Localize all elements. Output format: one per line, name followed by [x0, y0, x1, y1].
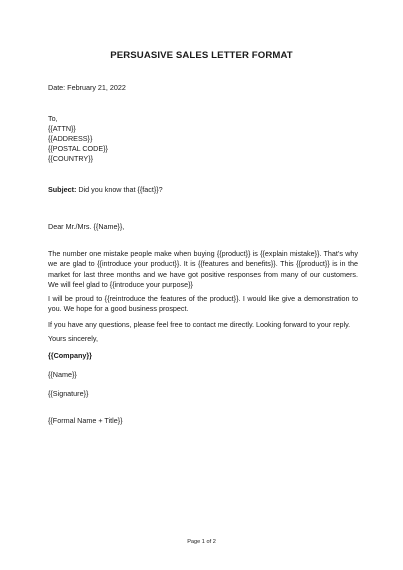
subject-line [48, 185, 163, 195]
body-paragraph-3: If you have any questions, please feel free to contact me directly. Looking forward to your reply. [48, 320, 351, 329]
signer-name: {{Name}} [48, 370, 77, 379]
document-title: PERSUASIVE SALES LETTER FORMAT [110, 50, 293, 61]
recipient-attn: {{ATTN}} [48, 124, 76, 133]
body-paragraph-2: I will be proud to {{reintroduce the features of the product}}. I would like give a demonstration to you. We hope for a good business prospect. [48, 294, 358, 314]
salutation: Dear Mr./Mrs. {{Name}}, [48, 222, 125, 231]
recipient-postal-code: {{POSTAL CODE}} [48, 144, 108, 153]
formal-name-title: {{Formal Name + Title}} [48, 416, 123, 425]
recipient-country: {{COUNTRY}} [48, 154, 94, 163]
subject-label: Subject: [48, 185, 77, 194]
page-number: Page 1 of 2 [187, 539, 216, 545]
closing: Yours sincerely, [48, 334, 98, 343]
recipient-address: {{ADDRESS}} [48, 134, 93, 143]
recipient-to: To, [48, 114, 58, 123]
company-name: {{Company}} [48, 351, 92, 360]
body-paragraph-1: The number one mistake people make when buying {{product}} is {{explain mistake}}. That’s why we are glad to {{introduce your product}}. It is {{features and benefits}}. This {{product}} is in the market for last three months and we have got positive responses from many of our customers. We will feel glad to {{introduce your purpose}} [48, 249, 358, 290]
signature: {{Signature}} [48, 389, 89, 398]
date-line: Date: February 21, 2022 [48, 83, 126, 92]
subject-text: Did you know that {{fact}}? [76, 185, 163, 194]
